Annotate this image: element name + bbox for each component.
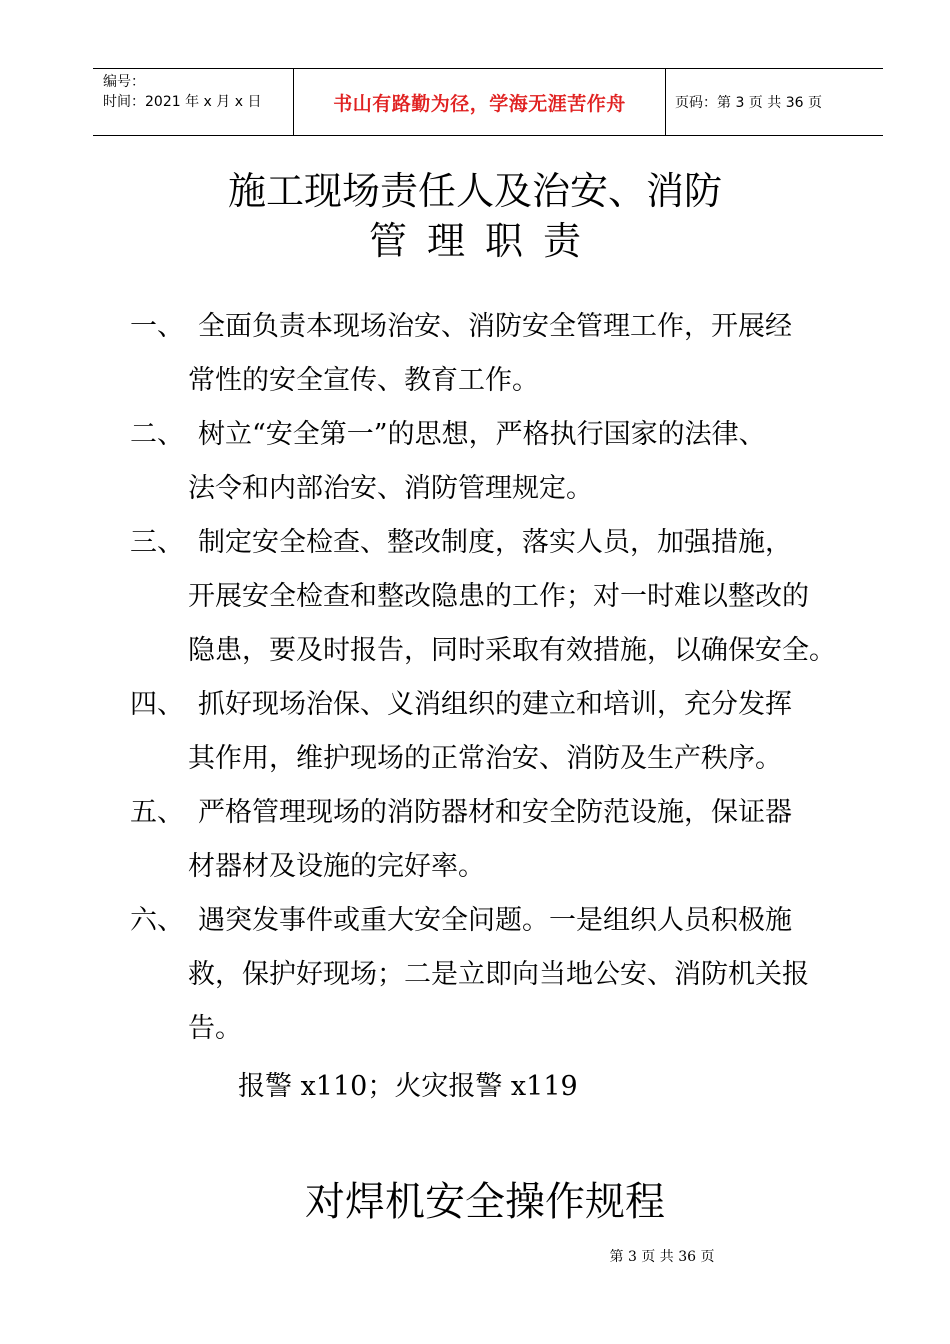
page-footer: 第 3 页 共 36 页 [609,1249,715,1265]
doc-title-line1: 施工现场责任人及治安、消防 [227,169,722,213]
item-text: 其作用，维护现场的正常治安、消防及生产秩序。 [188,743,782,774]
header-page-cell [666,69,883,135]
page-header [93,68,883,136]
emergency-phone-numbers: 报警 x110；火灾报警 x119 [238,1071,578,1102]
item-text: 严格管理现场的消防器材和安全防范设施，保证器 [198,797,792,828]
item-number: 二、 [130,419,184,450]
item-text: 全面负责本现场治安、消防安全管理工作，开展经 [198,311,792,342]
number-label: 编号： [103,74,145,90]
item-number: 六、 [130,905,184,936]
item-number: 五、 [130,797,184,828]
item-text: 抓好现场治保、义消组织的建立和培训，充分发挥 [198,689,792,720]
item-text: 法令和内部治安、消防管理规定。 [188,473,593,504]
item-text: 材器材及设施的完好率。 [188,851,485,882]
section-title: 对焊机安全操作规程 [305,1179,665,1225]
item-text: 救，保护好现场；二是立即向当地公安、消防机关报 [188,959,809,990]
item-number: 三、 [130,527,184,558]
page-info: 页码：第 3 页 共 36 页 [675,95,822,111]
doc-title-line2: 管理职责 [368,219,601,263]
time-label: 时间：2021 年 x 月 x 日 [103,94,262,110]
item-number: 四、 [130,689,184,720]
item-text: 开展安全检查和整改隐患的工作；对一时难以整改的 [188,581,809,612]
item-text: 常性的安全宣传、教育工作。 [188,365,539,396]
item-number: 一、 [130,311,184,342]
header-motto-cell [294,69,666,135]
item-text: 树立“安全第一”的思想，严格执行国家的法律、 [198,419,766,450]
item-text: 制定安全检查、整改制度，落实人员，加强措施， [198,527,792,558]
item-text: 遇突发事件或重大安全问题。一是组织人员积极施 [198,905,792,936]
header-meta [93,69,294,135]
item-text: 告。 [188,1013,242,1044]
item-text: 隐患，要及时报告，同时采取有效措施，以确保安全。 [188,635,836,666]
motto-text: 书山有路勤为径，学海无涯苦作舟 [333,92,626,115]
